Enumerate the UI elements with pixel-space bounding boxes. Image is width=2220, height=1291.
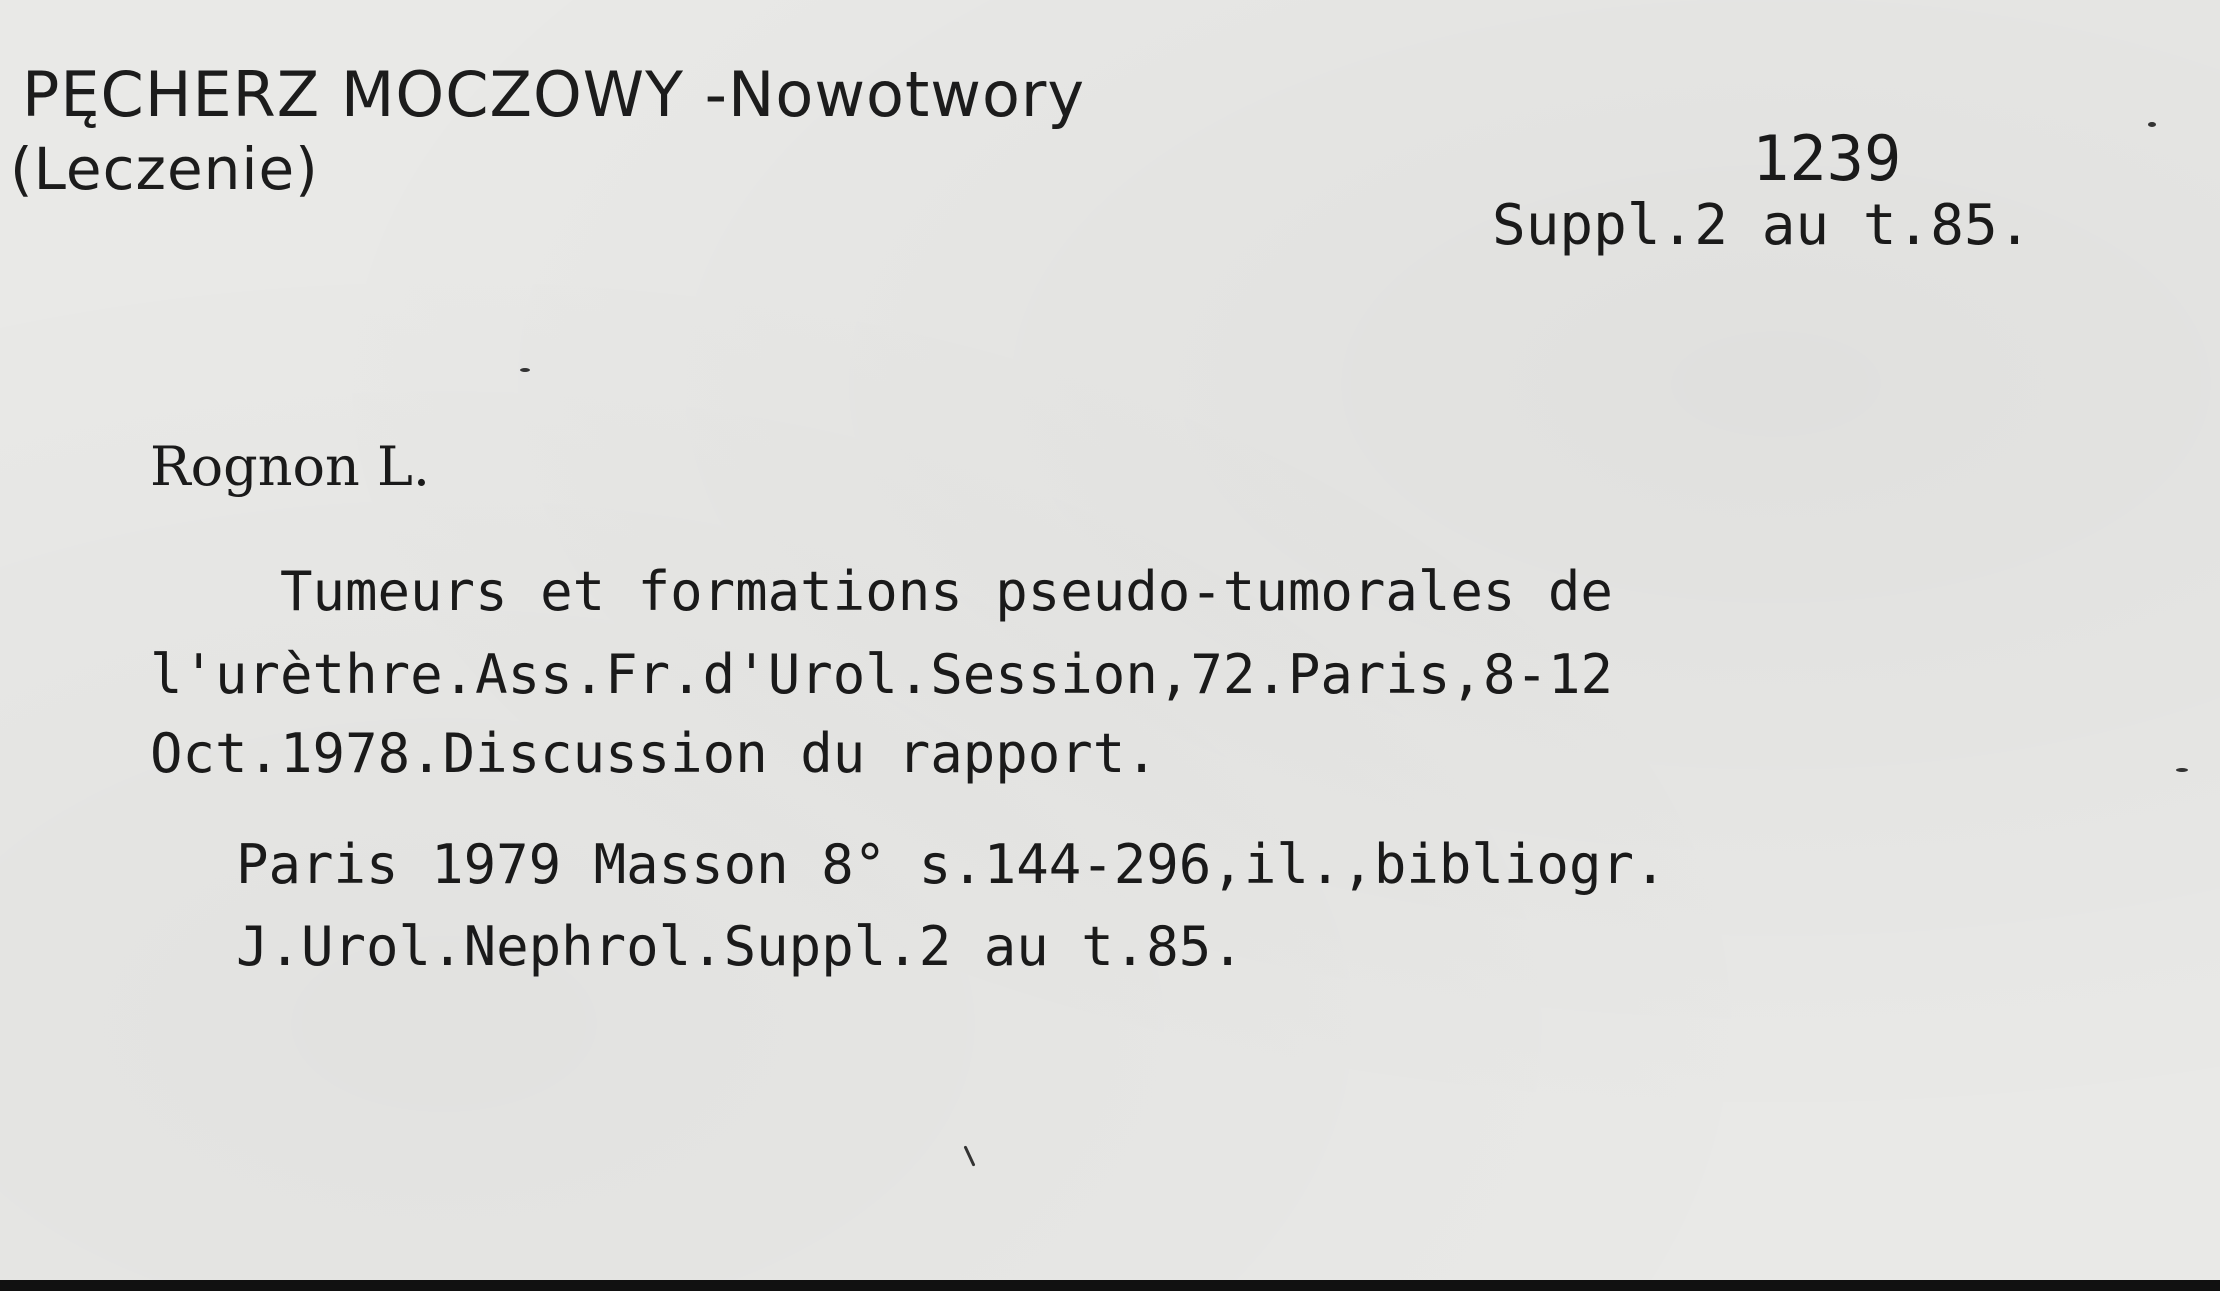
subject-subheading: (Leczenie) [10, 135, 319, 203]
ink-speck [520, 368, 530, 372]
call-supplement: Suppl.2 au t.85. [1492, 193, 2032, 258]
title-line: l'urèthre.Ass.Fr.d'Urol.Session,72.Paris,8-12 [150, 643, 1613, 706]
ink-speck [963, 1145, 975, 1166]
card-bottom-edge [0, 1280, 2220, 1291]
ink-speck [2176, 768, 2188, 772]
title-line: Oct.1978.Discussion du rapport. [150, 722, 1158, 785]
imprint-line: Paris 1979 Masson 8° s.144-296,il.,bibliogr. [236, 833, 1667, 896]
call-number: 1239 [1752, 122, 1902, 195]
title-line: Tumeurs et formations pseudo-tumorales de [280, 560, 1613, 623]
imprint-line: J.Urol.Nephrol.Suppl.2 au t.85. [236, 915, 1244, 978]
ink-speck [2148, 122, 2156, 127]
subject-heading: PĘCHERZ MOCZOWY -Nowotwory [22, 58, 1086, 131]
author-name: Rognon L. [150, 435, 430, 498]
